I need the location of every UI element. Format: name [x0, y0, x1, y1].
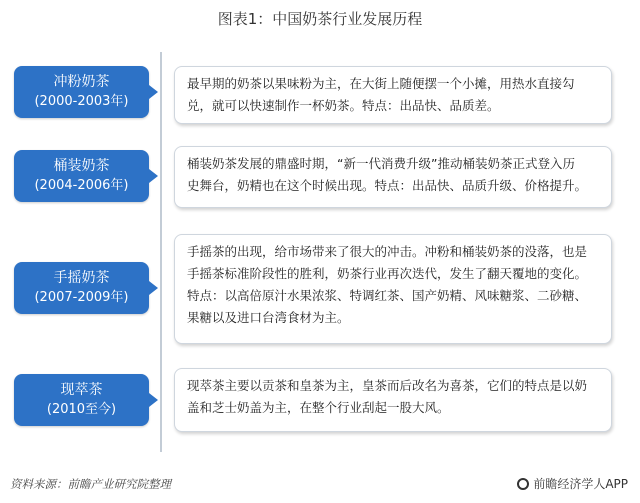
brand-logo-icon — [517, 478, 529, 490]
stage-label-barrel — [14, 150, 149, 202]
brand-name: 前瞻经济学人APP — [533, 477, 628, 491]
stage-label-hand-shaken — [14, 262, 149, 314]
stage-description-barrel: 桶装奶茶发展的鼎盛时期，“新一代消费升级”推动桶装奶茶正式登入历 史舞台，奶精也在这个时候出现。特点：出品快、品质升级、价格提升。 — [174, 146, 612, 208]
stage-period: (2000-2003年) — [34, 94, 129, 109]
stage-label-fresh-brewed — [14, 374, 149, 426]
stage-period: (2007-2009年) — [34, 290, 129, 305]
stage-name: 手摇奶茶 — [53, 270, 110, 286]
stage-period: (2004-2006年) — [34, 178, 129, 193]
stage-description-hand-shaken: 手摇茶的出现，给市场带来了很大的冲击。冲粉和桶装奶茶的没落，也是 手摇茶标准阶段性的胜利，奶茶行业再次迭代，发生了翻天覆地的变化。 特点：以高倍原汁水果浓浆、特调红茶、国产奶精、风味糖浆、二砂糖、 果糖以及进口台湾食材为主。 — [174, 234, 612, 344]
source-note: 资料来源：前瞻产业研究院整理 — [10, 477, 171, 491]
brand-watermark — [517, 475, 628, 492]
stage-description-fresh-brewed: 现萃茶主要以贡茶和皇茶为主，皇茶而后改名为喜茶，它们的特点是以奶 盖和芝士奶盖为主，在整个行业刮起一股大风。 — [174, 368, 612, 432]
stage-name: 现萃茶 — [60, 382, 103, 398]
stage-description-instant-powder: 最早期的奶茶以果味粉为主，在大街上随便摆一个小摊，用热水直接勾 兑，就可以快速制作一杯奶茶。特点：出品快、品质差。 — [174, 66, 612, 124]
stage-name: 桶装奶茶 — [53, 158, 110, 174]
stage-period: (2010至今) — [46, 402, 117, 417]
chart-title: 图表1：中国奶茶行业发展历程 — [217, 10, 423, 28]
stage-name: 冲粉奶茶 — [53, 74, 110, 90]
timeline-line — [160, 52, 162, 452]
stage-label-instant-powder — [14, 66, 149, 118]
